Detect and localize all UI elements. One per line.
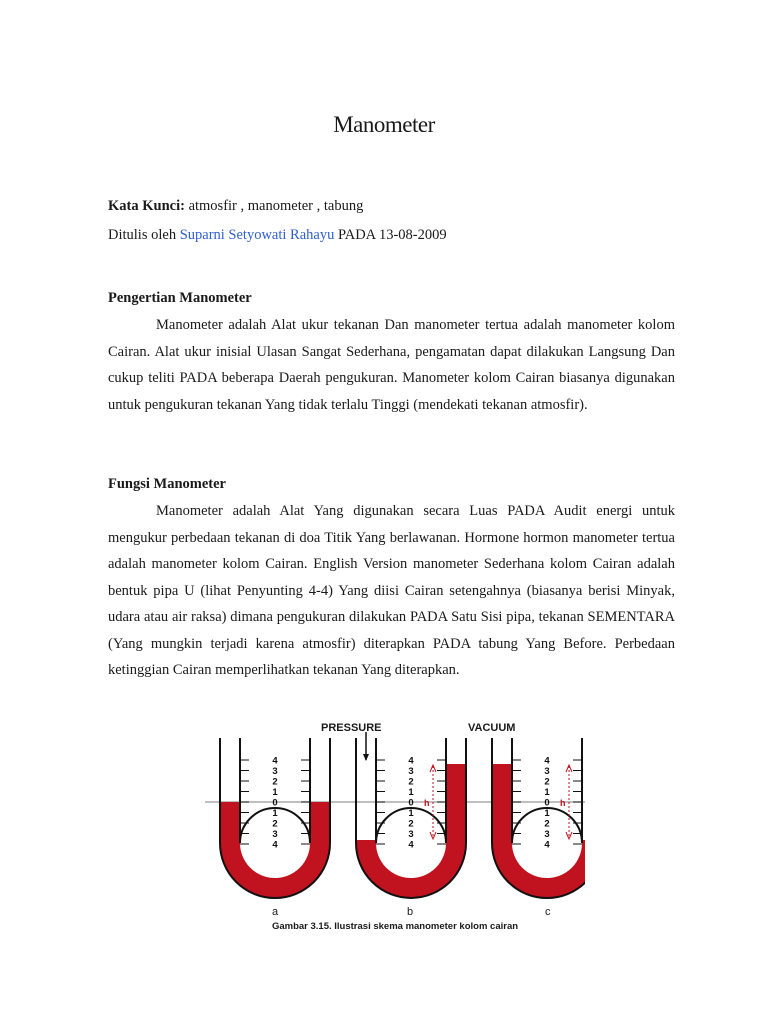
tube-label-a: a	[272, 906, 279, 918]
scale-number: 4	[272, 755, 278, 767]
byline-date: PADA 13-08-2009	[337, 227, 447, 243]
keywords-values: atmosfir , manometer , tabung	[188, 198, 364, 214]
scale-number: 3	[272, 766, 278, 777]
scale-number: 2	[544, 776, 550, 788]
scale-number: 4	[544, 839, 550, 851]
tube-label-b: b	[407, 906, 414, 918]
section-body-pengertian: Manometer adalah Alat ukur tekanan Dan manometer tertua adalah manometer kolom Cairan. Alat ukur inisial Ulasan Sangat Sederhana, pengamatan dapat dilakukan Langsung Dan cukup teliti PADA beberapa Daerah pengukuran. Manometer kolom Cairan biasanya digunakan untuk pengukuran tekanan Yang tidak terlalu Tinggi (mendekati tekanan atmosfir).	[108, 317, 675, 413]
keywords-line	[108, 198, 363, 215]
pressure-arrow-icon	[363, 754, 369, 761]
scale-number: 3	[408, 766, 414, 777]
scale-number: 3	[408, 829, 414, 840]
h-label: h	[560, 798, 566, 808]
scale-number: 1	[544, 808, 550, 819]
u-tube-c	[492, 731, 585, 898]
byline	[108, 227, 447, 244]
scale-number: 1	[544, 787, 550, 798]
manometer-figure	[205, 718, 585, 938]
section-body-fungsi: Manometer adalah Alat Yang digunakan secara Luas PADA Audit energi untuk mengukur perbedaan tekanan di doa Titik Yang berlawanan. Hormone hormon manometer tertua adalah manometer kolom Cairan. English Version manometer Sederhana kolom Cairan adalah bentuk pipa U (lihat Penyunting 4-4) Yang diisi Cairan setengahnya (biasanya berisi Minyak, udara atau air raksa) dimana pengukuran dilakukan PADA Satu Sisi pipa, tekanan SEMENTARA (Yang mungkin terjadi karena atmosfir) diterapkan PADA tabung Yang Before. Perbedaan ketinggian Cairan memperlihatkan tekanan Yang diterapkan.	[108, 503, 675, 678]
scale-number: 0	[272, 797, 278, 809]
page-title: Manometer	[333, 112, 435, 137]
scale-number: 1	[408, 787, 414, 798]
scale-number: 2	[272, 818, 278, 830]
scale-number: 3	[544, 829, 550, 840]
pressure-label: PRESSURE	[321, 722, 382, 734]
keywords-label: Kata Kunci:	[108, 198, 185, 214]
scale-number: 4	[408, 839, 414, 851]
vacuum-label: VACUUM	[468, 722, 516, 734]
author-link[interactable]: Suparni Setyowati Rahayu	[179, 227, 335, 243]
liquid-column-c	[492, 764, 585, 898]
u-tube-a	[220, 738, 330, 898]
scale-number: 4	[408, 755, 414, 767]
scale-number: 3	[272, 829, 278, 840]
scale-number: 1	[272, 787, 278, 798]
scale-number: 2	[544, 818, 550, 830]
scale-number: 2	[408, 818, 414, 830]
scale-number: 2	[272, 776, 278, 788]
h-label: h	[424, 798, 430, 808]
section-heading-pengertian: Pengertian Manometer	[108, 290, 252, 306]
byline-prefix: Ditulis oleh	[108, 227, 177, 243]
scale-number: 0	[408, 797, 414, 809]
u-tube-b	[356, 732, 466, 898]
section-heading-fungsi: Fungsi Manometer	[108, 476, 226, 492]
scale-number: 1	[408, 808, 414, 819]
tube-label-c: c	[545, 906, 551, 918]
scale-number: 4	[272, 839, 278, 851]
manometer-illustration	[205, 718, 585, 938]
scale-number: 0	[544, 797, 550, 809]
figure-caption: Gambar 3.15. Ilustrasi skema manometer kolom cairan	[271, 921, 519, 932]
scale-number: 3	[544, 766, 550, 777]
scale-number: 2	[408, 776, 414, 788]
scale-number: 1	[272, 808, 278, 819]
scale-number: 4	[544, 755, 550, 767]
